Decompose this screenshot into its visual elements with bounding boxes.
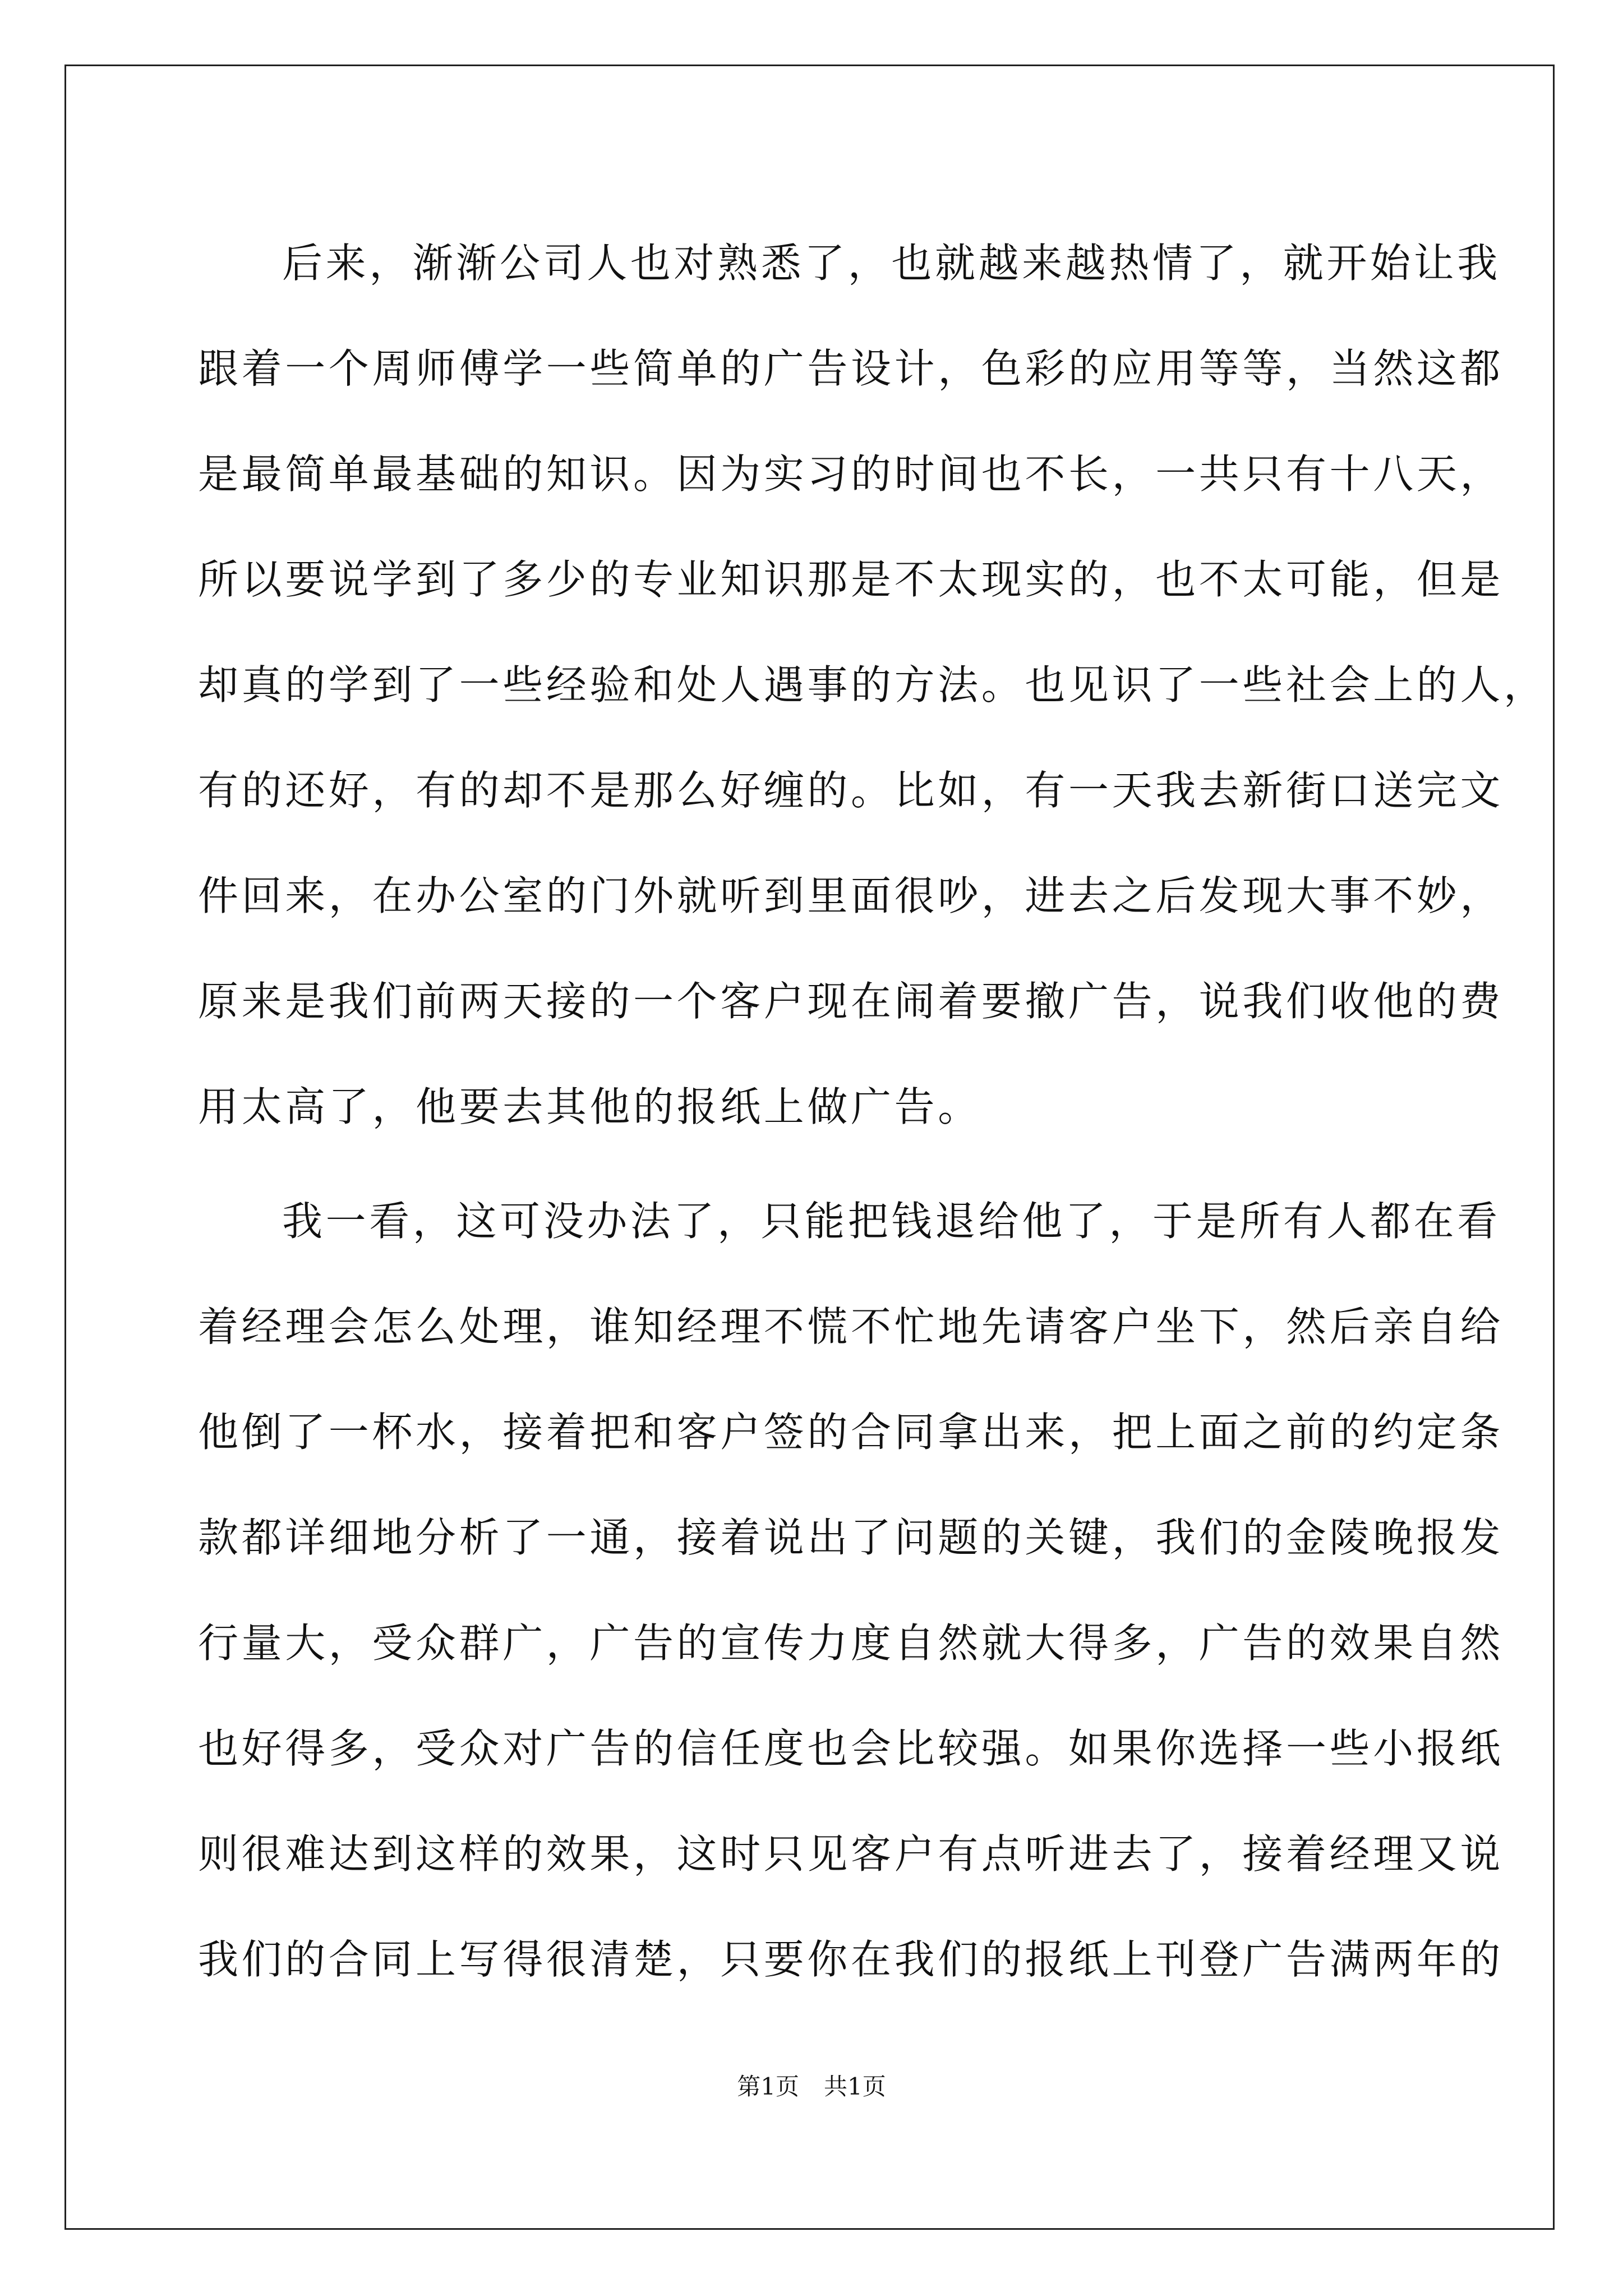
paragraph-line: 用太高了，他要去其他的报纸上做广告。 bbox=[198, 1083, 981, 1130]
document-body bbox=[198, 210, 1547, 2012]
paragraph-line: 款都详细地分析了一通，接着说出了问题的关键，我们的金陵晚报发 bbox=[198, 1514, 1504, 1561]
paragraph-line: 是最简单最基础的知识。因为实习的时间也不长，一共只有十八天， bbox=[198, 450, 1504, 498]
paragraph-line: 他倒了一杯水，接着把和客户签的合同拿出来，把上面之前的约定条 bbox=[198, 1409, 1504, 1456]
page-footer bbox=[0, 2070, 1623, 2104]
paragraph-line: 件回来，在办公室的门外就听到里面很吵，进去之后发现大事不妙， bbox=[198, 872, 1504, 919]
paragraph-line: 有的还好，有的却不是那么好缠的。比如，有一天我去新街口送完文 bbox=[198, 767, 1504, 814]
paragraph-line: 跟着一个周师傅学一些简单的广告设计，色彩的应用等等，当然这都 bbox=[198, 345, 1504, 392]
paragraph-line: 原来是我们前两天接的一个客户现在闹着要撤广告，说我们收他的费 bbox=[198, 978, 1504, 1025]
page-total: 共1页 bbox=[824, 2073, 886, 2100]
paragraph-line: 着经理会怎么处理，谁知经理不慌不忙地先请客户坐下，然后亲自给 bbox=[198, 1303, 1504, 1350]
paragraph-line: 也好得多，受众对广告的信任度也会比较强。如果你选择一些小报纸 bbox=[198, 1725, 1504, 1772]
paragraph-line: 行量大，受众群广，广告的宣传力度自然就大得多，广告的效果自然 bbox=[198, 1619, 1504, 1667]
paragraph-line: 我一看，这可没办法了，只能把钱退给他了，于是所有人都在看 bbox=[282, 1198, 1501, 1245]
paragraph-line: 后来，渐渐公司人也对熟悉了，也就越来越热情了，就开始让我 bbox=[282, 240, 1501, 287]
page-number: 第1页 bbox=[737, 2073, 799, 2100]
paragraph-line: 则很难达到这样的效果，这时只见客户有点听进去了，接着经理又说 bbox=[198, 1830, 1504, 1878]
paragraph-line: 却真的学到了一些经验和处人遇事的方法。也见识了一些社会上的人， bbox=[198, 661, 1547, 708]
paragraph-line: 我们的合同上写得很清楚，只要你在我们的报纸上刊登广告满两年的 bbox=[198, 1936, 1504, 1983]
paragraph-line: 所以要说学到了多少的专业知识那是不太现实的，也不太可能，但是 bbox=[198, 556, 1504, 603]
